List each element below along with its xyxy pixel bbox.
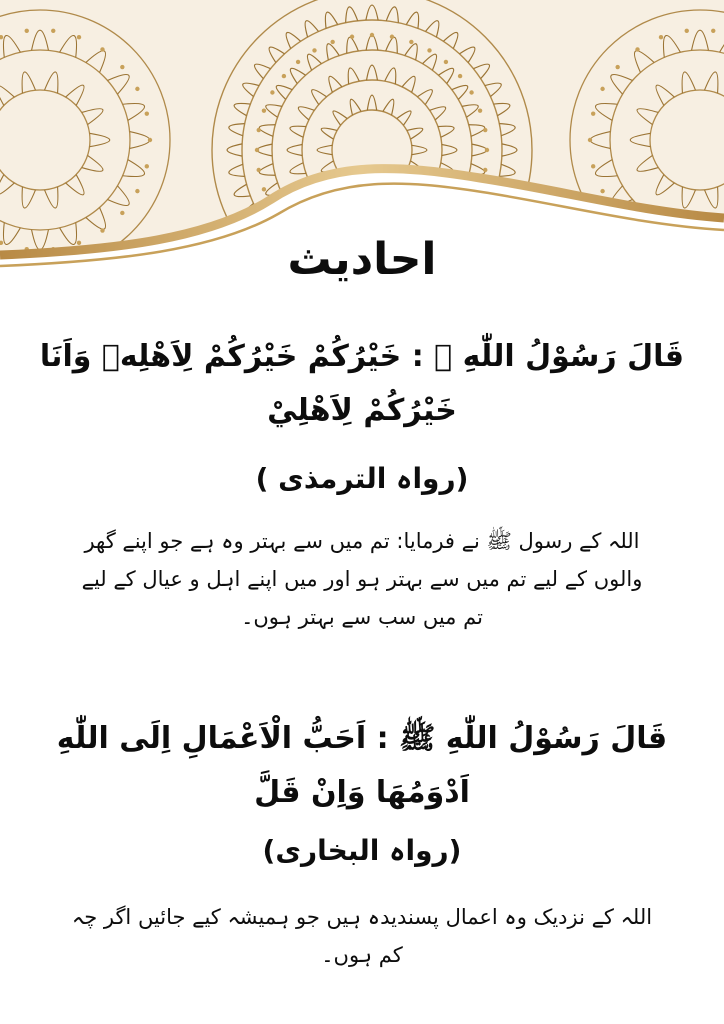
mandala-dot (469, 205, 473, 209)
mandala-dot (145, 111, 149, 115)
mandala-dot (485, 148, 489, 152)
mandala-dot (135, 189, 139, 193)
mandala-petal (385, 216, 396, 232)
mandala-dot (255, 148, 259, 152)
mandala-dot (282, 222, 286, 226)
mandala-dot (77, 35, 81, 39)
mandala-dot (25, 29, 29, 33)
mandala-dot (257, 168, 261, 172)
mandala-dot (635, 228, 639, 232)
mandala-dot (296, 60, 300, 64)
mandala-dot (282, 74, 286, 78)
mandala-dot (370, 33, 374, 37)
mandala-petal (438, 216, 453, 231)
mandala-dot (711, 29, 715, 33)
mandala-dot (659, 35, 663, 39)
mandala-petal (485, 203, 501, 216)
mandala-dot (588, 138, 592, 142)
mandala-dot (600, 87, 604, 91)
mandala-dot (615, 211, 619, 215)
mandala-dot (409, 40, 413, 44)
mandala-dot (257, 128, 261, 132)
mandala-petal (290, 216, 305, 231)
mandala-petal (348, 216, 359, 232)
mandala-dot (483, 128, 487, 132)
mandala-dot (458, 222, 462, 226)
mandala-dot (270, 205, 274, 209)
mandala-dot (600, 189, 604, 193)
mandala-petal (383, 185, 394, 201)
mandala-dot (330, 40, 334, 44)
mandala-petal (397, 175, 411, 189)
mandala-dot (350, 35, 354, 39)
mandala-petal (402, 208, 415, 224)
mandala-dot (390, 35, 394, 39)
mandala-dot (270, 90, 274, 94)
mandala-dot (591, 164, 595, 168)
mandala-dot (100, 228, 104, 232)
mandala-dot (148, 138, 152, 142)
mandala-dot (427, 48, 431, 52)
mandala-petal (452, 201, 468, 215)
hadith-1-reference: (رواہ الترمذی ) (255, 462, 469, 495)
mandala-petal (367, 190, 376, 205)
mandala-petal (417, 195, 432, 210)
mandala-dot (100, 47, 104, 51)
page-title: احادیث (287, 234, 437, 285)
mandala-dot (483, 168, 487, 172)
mandala-dot (262, 187, 266, 191)
mandala-petal (329, 208, 342, 224)
mandala-petal (367, 220, 378, 235)
mandala-dot (615, 65, 619, 69)
mandala-dot (262, 108, 266, 112)
mandala-dot (458, 74, 462, 78)
mandala-dot (120, 65, 124, 69)
mandala-dot (51, 29, 55, 33)
mandala-dot (591, 111, 595, 115)
hadith-2-urdu-translation: اللہ کے نزدیک وہ اعمال پسندیدہ ہیں جو ہمیشہ کیے جائیں اگر چہ کم ہوں۔ (71, 905, 653, 967)
mandala-dot (145, 164, 149, 168)
hadith-2-arabic: قَالَ رَسُوْلُ اللّٰهِ ﷺ : اَحَبُّ الْاَعْمَالِ اِلَى اللّٰهِ اَدْوَمُهَا وَاِنْ قَلَّ (56, 721, 668, 810)
mandala-dot (135, 87, 139, 91)
hadith-2-reference: (رواہ البخاری) (262, 834, 462, 867)
mandala-dot (635, 47, 639, 51)
mandala-dot (685, 29, 689, 33)
mandala-dot (478, 108, 482, 112)
mandala-dot (312, 48, 316, 52)
mandala-dot (444, 60, 448, 64)
hadith-1-urdu-translation: اللہ کے رسول ﷺ نے فرمایا: تم میں سے بہتر وہ ہے جو اپنے گھر والوں کے لیے تم میں سے بہتر ہو اور میں اپنے اہل و عیال کے لیے تم میں سب سے بہتر ہوں۔ (81, 529, 643, 629)
hadith-1-arabic: قَالَ رَسُوْلُ اللّٰهِ ﷺ : خَيْرُكُمْ خَيْرُكُمْ لِاَهْلِهٖ وَاَنَا خَيْرُكُمْ لِاَهْلِيْ (39, 339, 685, 428)
mandala-dot (469, 90, 473, 94)
mandala-dot (120, 211, 124, 215)
